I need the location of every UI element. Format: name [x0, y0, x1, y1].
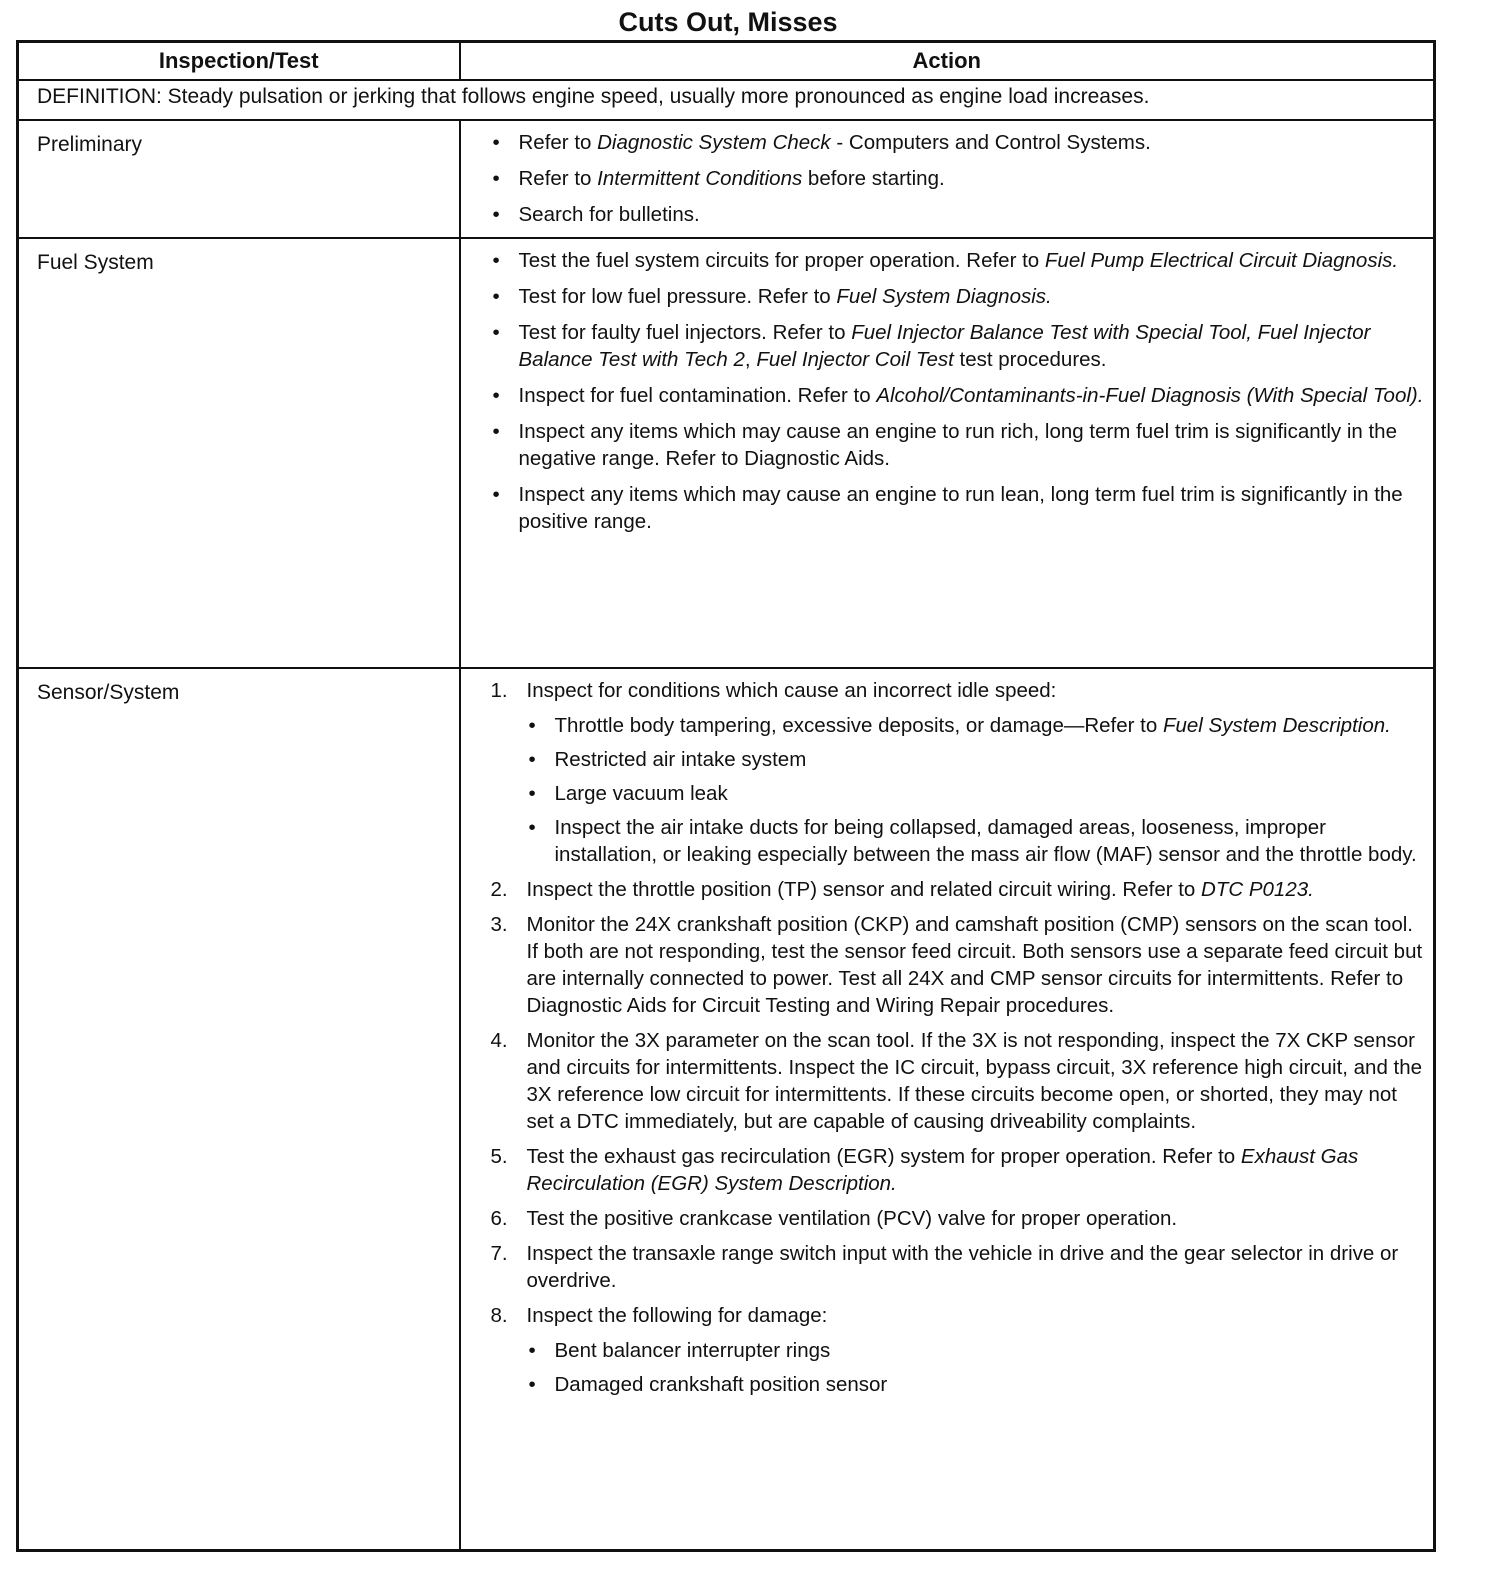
- action-preliminary: [460, 120, 1435, 238]
- diagnosis-table: [16, 40, 1436, 1552]
- list-item: • Inspect any items which may cause an engine to run lean, long term fuel trim is significantly in the positive range.: [491, 481, 1426, 535]
- link-text: Intermittent Conditions: [597, 167, 803, 190]
- row-preliminary: [18, 120, 1435, 238]
- list-item: • Refer to Diagnostic System Check - Computers and Control Systems.: [491, 129, 1426, 156]
- list-item: • Inspect for fuel contamination. Refer to Alcohol/Contaminants-in-Fuel Diagnosis (With Special Tool).: [491, 382, 1426, 409]
- list-item: • Inspect the air intake ducts for being collapsed, damaged areas, looseness, improper installation, or leaking especially between the mass air flow (MAF) sensor and the throttle body.: [527, 814, 1426, 868]
- row-sensor-system: [18, 668, 1435, 1551]
- list-item: 4. Monitor the 3X parameter on the scan tool. If the 3X is not responding, inspect the 7X CKP sensor and circuits for intermittents. Inspect the IC circuit, bypass circuit, 3X reference high circuit, and the 3X reference low circuit for intermittents. If these circuits become open, or shorted, they may not set a DTC immediately, but are capable of causing driveability complaints.: [490, 1029, 1423, 1133]
- list-item: 5. Test the exhaust gas recirculation (EGR) system for proper operation. Refer to Exhaust Gas Recirculation (EGR) System Description.: [490, 1145, 1359, 1195]
- action-sensor-system: [460, 668, 1435, 1551]
- list-item: 3. Monitor the 24X crankshaft position (CKP) and camshaft position (CMP) sensors on the scan tool. If both are not responding, test the sensor feed circuit. Both sensors use a separate feed circuit but are internally connected to power. Test all 24X and CMP sensor circuits for intermittents. Refer to Diagnostic Aids for Circuit Testing and Wiring Repair procedures.: [490, 913, 1423, 1017]
- row-fuel-system: [18, 238, 1435, 668]
- list-item: • Test the fuel system circuits for proper operation. Refer to Fuel Pump Electrical Circuit Diagnosis.: [491, 247, 1426, 274]
- list-item: 8. Inspect the following for damage: • Bent balancer interrupter rings • Damaged crankshaft position sensor: [491, 1302, 1426, 1398]
- definition-text: DEFINITION: Steady pulsation or jerking that follows engine speed, usually more pronounced as engine load increases.: [18, 80, 1435, 120]
- list-item: 1. Inspect for conditions which cause an incorrect idle speed: • Throttle body tampering, excessive deposits, or damage—Refer to Fuel System Description. • Restricted air intake system • Large vacuum leak • Inspect the air intake ducts for being collapsed, damaged areas, looseness, improper installation, or leaking especially between the mass air flow (MAF) sensor and the throttle body.: [491, 677, 1426, 868]
- header-row: [18, 42, 1435, 81]
- list-item: 2. Inspect the throttle position (TP) sensor and related circuit wiring. Refer to DTC P0123.: [490, 878, 1314, 901]
- link-text: Diagnostic System Check: [597, 131, 831, 154]
- list-item: • Restricted air intake system: [527, 746, 1426, 773]
- list-item: • Test for faulty fuel injectors. Refer to Fuel Injector Balance Test with Special Tool, Fuel Injector Balance Test with Tech 2, Fuel Injector Coil Test test procedures.: [491, 319, 1426, 373]
- header-action: Action: [460, 42, 1435, 81]
- list-item: • Inspect any items which may cause an engine to run rich, long term fuel trim is significantly in the negative range. Refer to Diagnostic Aids.: [491, 418, 1426, 472]
- list-item: • Large vacuum leak: [527, 780, 1426, 807]
- list-item: 7. Inspect the transaxle range switch input with the vehicle in drive and the gear selector in drive or overdrive.: [490, 1242, 1399, 1292]
- label-fuel-system: Fuel System: [18, 238, 460, 668]
- list-item: • Refer to Intermittent Conditions before starting.: [491, 165, 1426, 192]
- header-inspection-test: Inspection/Test: [18, 42, 460, 81]
- list-item: 6. Test the positive crankcase ventilation (PCV) valve for proper operation.: [490, 1207, 1178, 1230]
- list-item: • Bent balancer interrupter rings: [527, 1337, 1426, 1364]
- list-item: • Damaged crankshaft position sensor: [527, 1371, 1426, 1398]
- page-title: Cuts Out, Misses: [618, 7, 838, 37]
- list-item: • Throttle body tampering, excessive deposits, or damage—Refer to Fuel System Description.: [527, 712, 1426, 739]
- label-preliminary: Preliminary: [18, 120, 460, 238]
- list-item: • Search for bulletins.: [491, 201, 1426, 228]
- list-item: • Test for low fuel pressure. Refer to Fuel System Diagnosis.: [491, 283, 1426, 310]
- action-fuel-system: [460, 238, 1435, 668]
- definition-row: [18, 80, 1435, 120]
- label-sensor-system: Sensor/System: [18, 668, 460, 1551]
